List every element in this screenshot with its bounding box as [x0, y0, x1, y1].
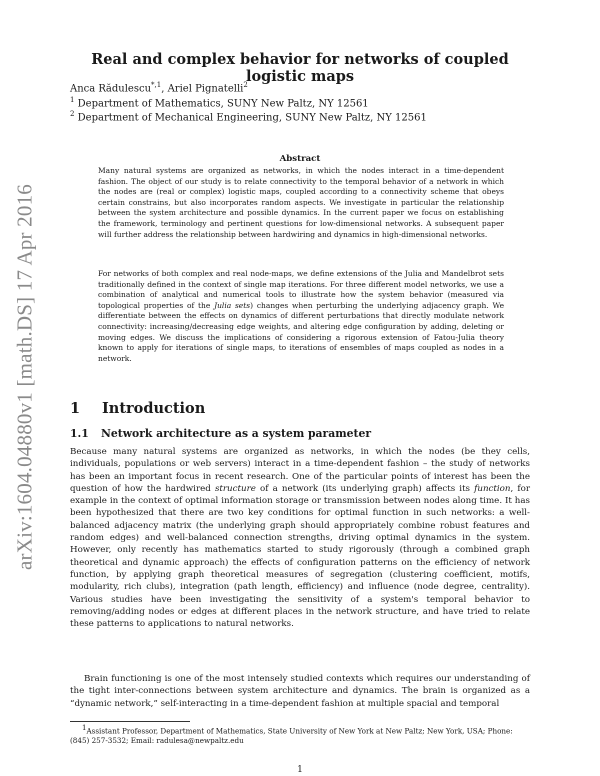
- section-number: 1: [70, 400, 81, 417]
- paper-title: Real and complex behavior for networks of coupled logistic maps: [91, 51, 509, 85]
- abstract-p2-text-a: For networks of both complex and real node-maps, we define extensions of the Julia and Mandelbrot sets traditionally defined in the context of single map iterations. For three different model networks, we use a combination of analytical and numerical tools to illustrate how the system behavior (measured via topological properties of the: [98, 269, 504, 310]
- subsection-heading: [70, 427, 371, 440]
- arxiv-stamp: [10, 182, 40, 572]
- abstract-paragraph-2: [98, 269, 504, 364]
- footnote: [70, 723, 530, 746]
- para1-text-c: , for example in the context of optimal information storage or transmission between nodes along time. It has been hypothesized that there are two key conditions for optimal function in such networks: a well-balanced adjacency matrix (the underlying graph should appropriately combine robust features and random edges) and well-balanced connection strengths, driving optimal dynamics in the system. However, only recently has mathematics started to study rigorously (through a combined graph theoretical and dynamic approach) the effects of configuration patterns on the efficiency of network function, by applying graph theoretical measures of segregation (clustering coefficient, motifs, modularity, rich clubs), integration (path length, efficiency) and influence (node degree, centrality). Various studies have been investigating the sensitivity of a system's temporal behavior to removing/adding nodes or edges at different places in the network structure, and have tried to relate these patterns to applications to natural networks.: [70, 483, 530, 630]
- abstract-p2-text-b: ) changes when perturbing the underlying adjacency graph. We differentiate between the effects on dynamics of different perturbations that directly modulate network connectivity: increasing/decreasing edge weights, and altering edge configuration by adding, deleting or moving edges. We discuss the implications of considering a rigorous extension of Fatou-Julia theory known to apply for iterations of single maps, to iterations of ensembles of maps coupled as nodes in a network.: [98, 300, 505, 363]
- subsection-number: 1.1: [70, 427, 89, 440]
- author-separator: ,: [161, 83, 168, 95]
- abstract-p2-italic: Julia sets: [214, 300, 251, 310]
- body-paragraph-2: Brain functioning is one of the most intensely studied contexts which requires our understanding of the tight inter-connections between system architecture and dynamics. The brain is organized as a “dynamic network,” self-interacting in a time-dependent fashion at multiple spacial and temporal: [70, 674, 530, 709]
- subsection-title: Network architecture as a system parameter: [101, 427, 372, 440]
- affiliation-2-mark: 2: [70, 110, 75, 118]
- footnote-rule: [70, 721, 190, 722]
- section-heading: [70, 400, 205, 417]
- arxiv-stamp-text: arXiv:1604.04880v1 [math.DS] 17 Apr 2016: [12, 184, 37, 570]
- author-1: Anca Rădulescu: [70, 83, 152, 95]
- para1-text-b: of a network (its underlying graph) affects its: [255, 483, 475, 494]
- page-number: 1: [297, 765, 303, 775]
- abstract-paragraph-1: Many natural systems are organized as networks, in which the nodes interact in a time-dependent fashion. The object of our study is to relate connectivity to the temporal behavior of a network in which the nodes are (real or complex) logistic maps, coupled according to a connectivity scheme that obeys certain constrains, but also incorporates random aspects. We investigate in particular the relationship between the system architecture and possible dynamics. In the current paper we focus on establishing the framework, terminology and pertinent questions for low-dimensional networks. A subsequent paper will further address the relationship between hardwiring and dynamics in high-dimensional networks.: [98, 166, 504, 239]
- author-2: Ariel Pignatelli: [167, 83, 244, 95]
- para1-text-a: Because many natural systems are organized as networks, in which the nodes (be they cells, individuals, populations or web servers) interact in a time-dependent fashion – the study of networks has been an important focus in recent research. One of the particular points of interest has been the question of how the hardwired: [70, 447, 530, 494]
- author-2-marks: 2: [243, 81, 248, 89]
- affiliation-1-mark: 1: [70, 96, 75, 104]
- para1-emphasis-function: function: [474, 483, 511, 494]
- affiliation-1-text: Department of Mathematics, SUNY New Paltz, NY 12561: [77, 98, 369, 110]
- abstract-heading: Abstract: [279, 154, 321, 164]
- footnote-mark: 1: [82, 724, 87, 732]
- affiliation-2-text: Department of Mechanical Engineering, SUNY New Paltz, NY 12561: [77, 112, 427, 124]
- author-line: [70, 81, 248, 94]
- author-1-marks: *,1: [151, 81, 162, 89]
- affiliation-1: [70, 96, 369, 109]
- body-paragraph-1: [70, 446, 530, 630]
- para1-emphasis-structure: structure: [214, 483, 256, 494]
- footnote-text: Assistant Professor, Department of Mathematics, State University of New York at New Paltz; New York, USA; Phone: (845) 257-3532; Email: radulesa@newpaltz.edu: [70, 726, 513, 746]
- section-title: Introduction: [102, 400, 206, 417]
- affiliation-2: [70, 110, 427, 123]
